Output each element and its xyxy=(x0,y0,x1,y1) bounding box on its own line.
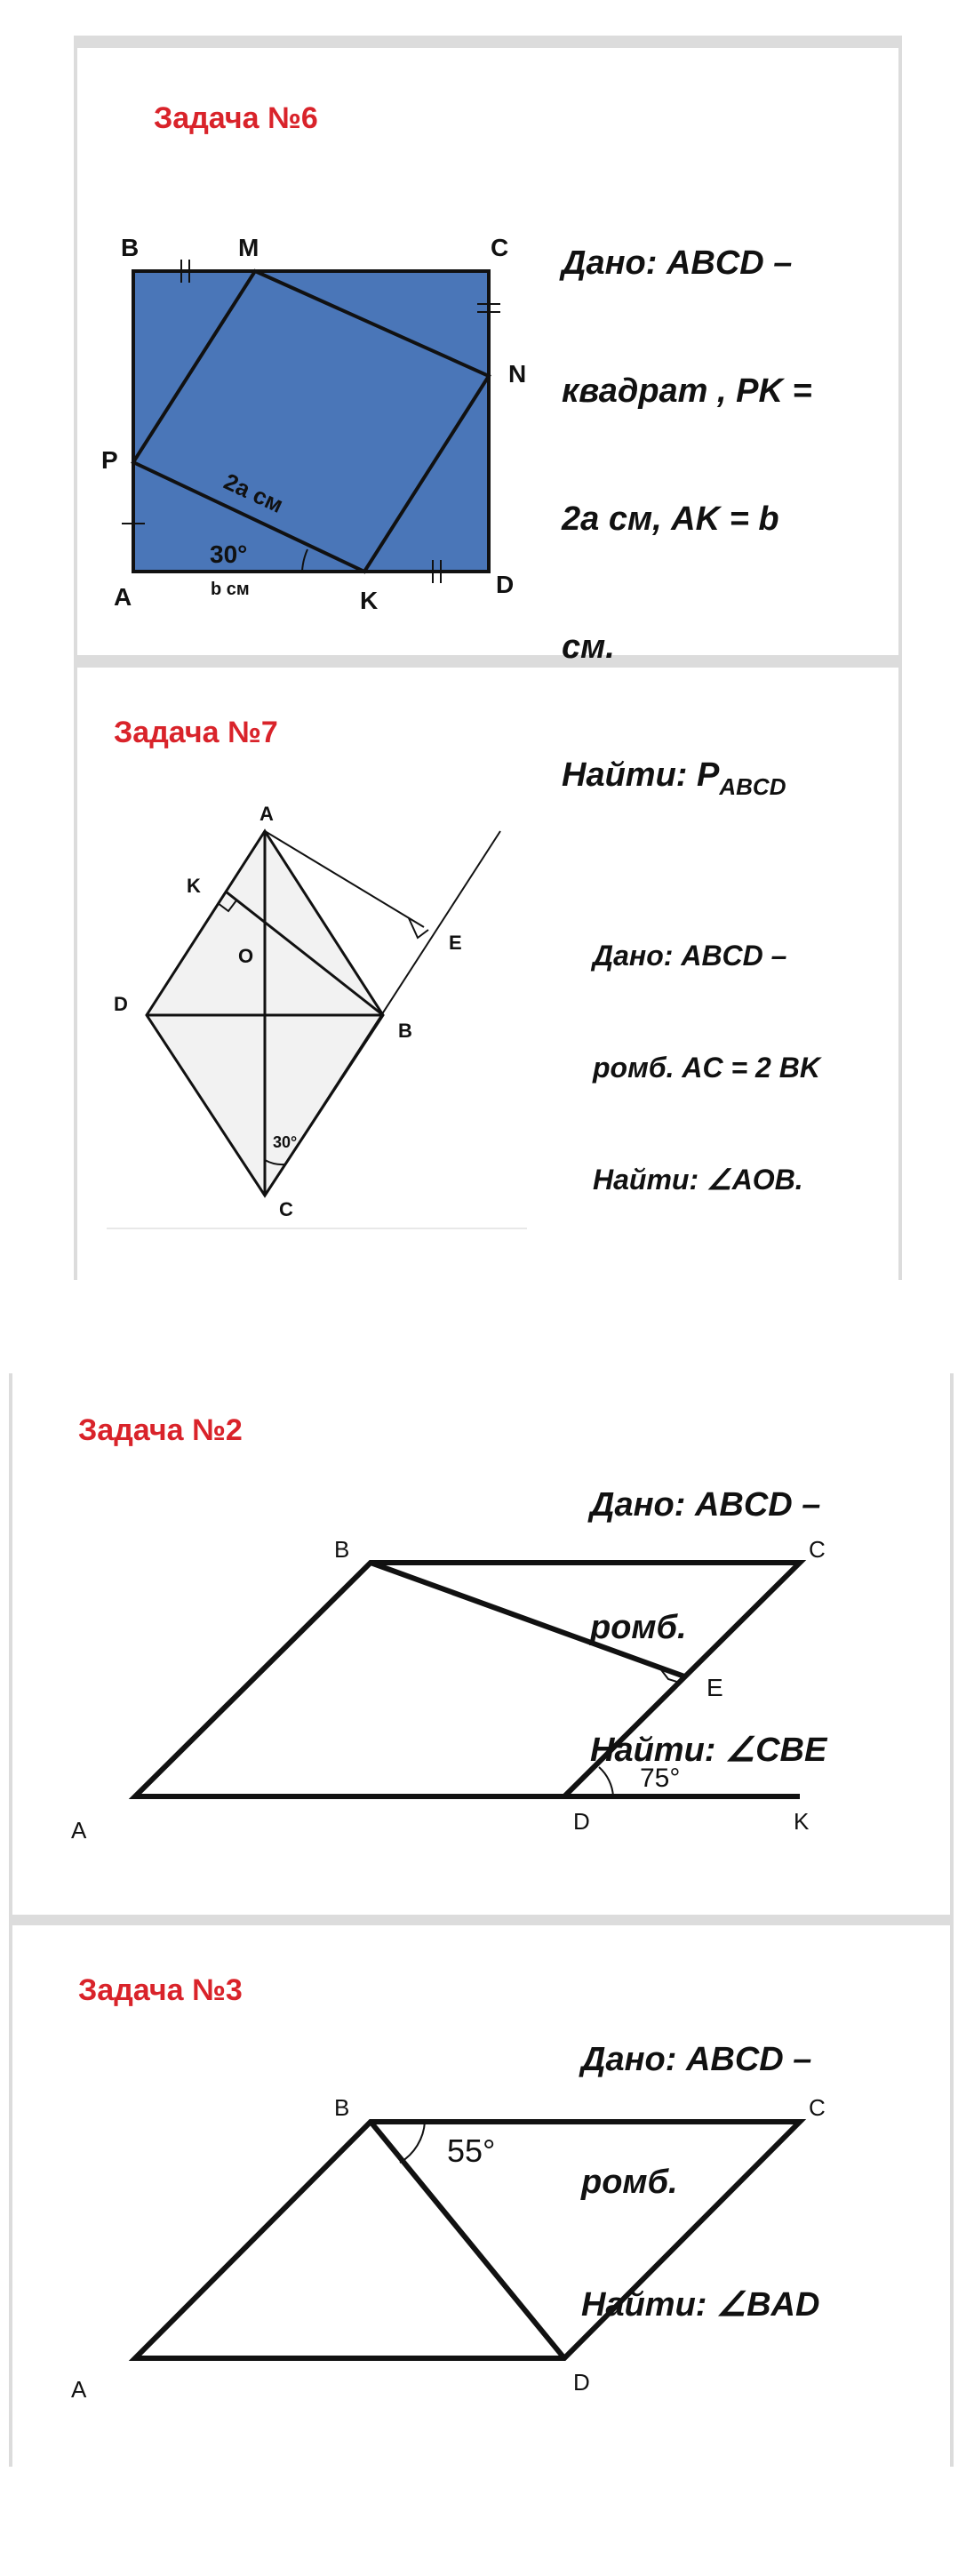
problem-6-title: Задача №6 xyxy=(154,101,318,135)
angle-label-55: 55° xyxy=(447,2132,496,2169)
angle-arc xyxy=(400,2122,425,2163)
vertex-label-c: C xyxy=(809,2094,826,2121)
vertex-label-p: P xyxy=(101,446,118,474)
vertex-label-d: D xyxy=(573,1808,590,1835)
vertex-label-d: D xyxy=(114,993,128,1015)
vertex-label-e: E xyxy=(449,932,462,954)
given-line: Дано: ABCD – xyxy=(562,244,793,282)
vertex-label-c: C xyxy=(491,234,509,261)
angle-label-30: 30° xyxy=(273,1133,298,1151)
vertex-label-d: D xyxy=(496,571,515,598)
find-line: Найти: ∠BAD xyxy=(581,2286,820,2324)
find-line: Найти: ∠CBE xyxy=(590,1732,827,1769)
vertex-label-k: K xyxy=(360,587,379,614)
given-line: 2a см, AK = b xyxy=(562,500,779,538)
vertex-label-e: E xyxy=(707,1674,723,1701)
vertex-label-a: A xyxy=(71,1817,87,1844)
given-line: Дано: ABCD – xyxy=(590,1486,821,1524)
problem-7-title: Задача №7 xyxy=(114,716,278,749)
vertex-label-d: D xyxy=(573,2369,590,2396)
given-line: см. xyxy=(562,628,615,666)
vertex-label-a: A xyxy=(259,803,274,825)
vertex-label-c: C xyxy=(279,1198,293,1220)
problem-3-title: Задача №3 xyxy=(78,1973,243,2007)
given-line: Дано: ABCD – xyxy=(593,940,787,972)
vertex-label-a: A xyxy=(71,2376,87,2403)
angle-label-75: 75° xyxy=(640,1764,681,1793)
vertex-label-o: O xyxy=(238,945,254,967)
given-line: ромб. xyxy=(581,2164,678,2201)
problem-2-title: Задача №2 xyxy=(78,1413,243,1447)
given-line: Дано: ABCD – xyxy=(581,2041,812,2078)
find-line: Найти: ∠AOB. xyxy=(593,1164,803,1196)
find-subscript: ABCD xyxy=(719,773,786,800)
vertex-label-m: M xyxy=(238,234,259,261)
base-label-ak: b см xyxy=(211,580,250,599)
angle-label-30: 30° xyxy=(210,540,248,568)
vertex-label-b: B xyxy=(334,1536,350,1563)
vertex-label-b: B xyxy=(334,2094,350,2121)
segment-label-pk: 2a см xyxy=(220,468,288,518)
given-line: ромб. xyxy=(590,1609,687,1646)
given-line: квадрат , PK = xyxy=(562,372,812,410)
vertex-label-b: B xyxy=(398,1020,412,1042)
vertex-label-b: B xyxy=(121,234,140,261)
vertex-label-k: K xyxy=(187,875,201,897)
vertex-label-c: C xyxy=(809,1536,826,1563)
given-line: ромб. AC = 2 BK xyxy=(593,1052,820,1084)
vertex-label-k: K xyxy=(794,1808,810,1835)
vertex-label-n: N xyxy=(508,360,527,388)
vertex-label-a: A xyxy=(114,583,132,611)
find-prefix: Найти: P xyxy=(562,756,720,794)
